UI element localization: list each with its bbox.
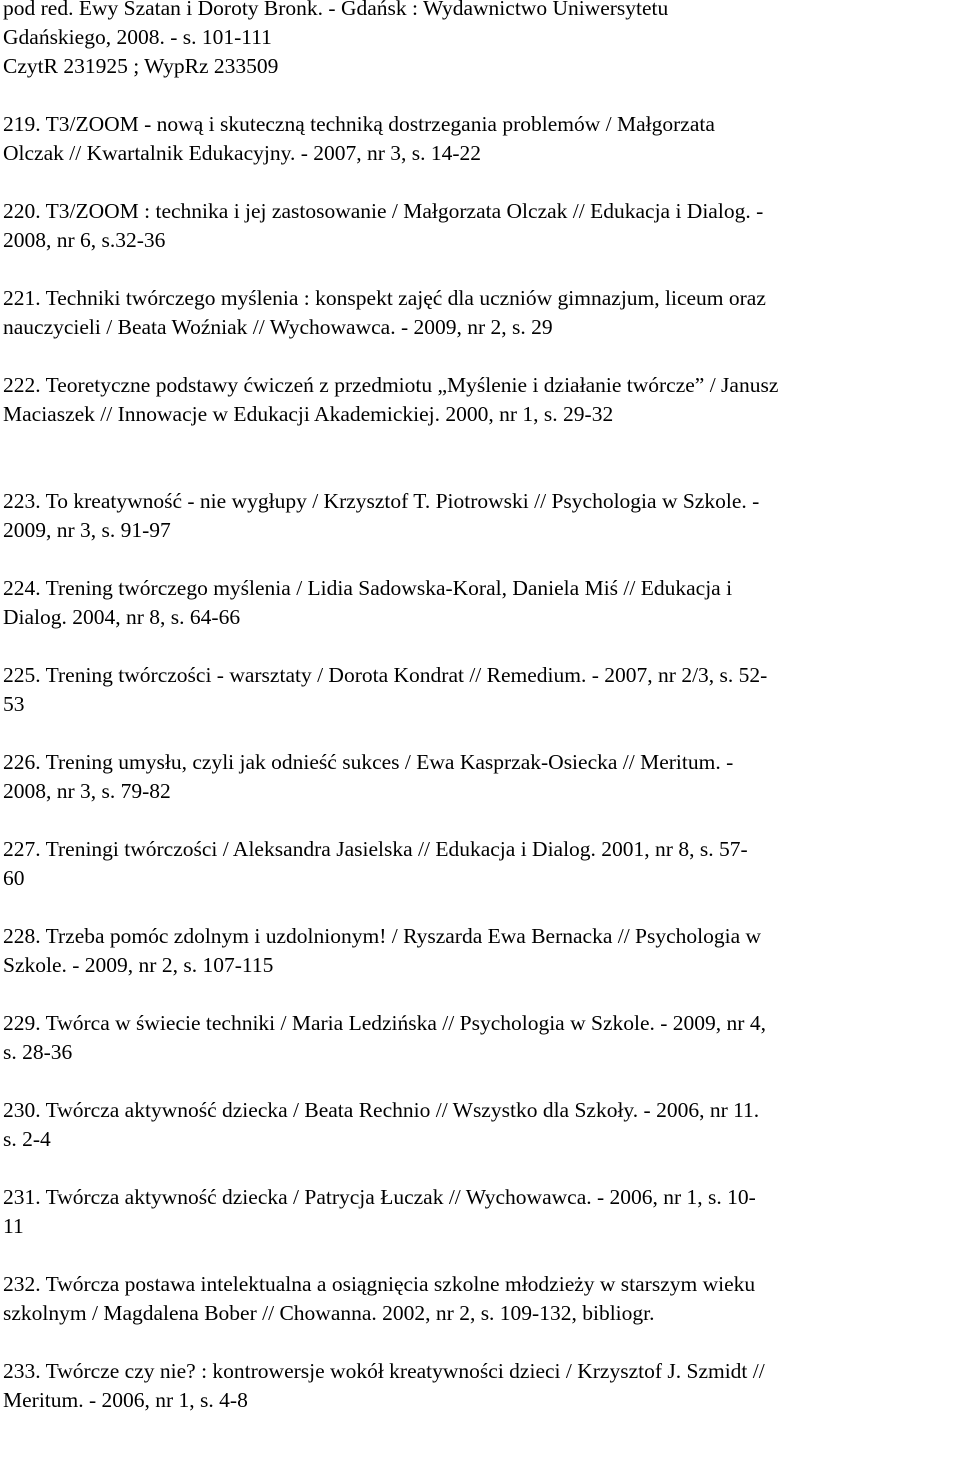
bibliography-entry-228 xyxy=(3,922,958,980)
entry-line: s. 2-4 xyxy=(3,1127,51,1151)
entry-line: Dialog. 2004, nr 8, s. 64-66 xyxy=(3,605,241,629)
bibliography-page xyxy=(3,0,958,1415)
bibliography-entry-229 xyxy=(3,1009,958,1067)
bibliography-entry-223 xyxy=(3,487,958,545)
entry-line: 232. Twórcza postawa intelektualna a osiągnięcia szkolne młodzieży w starszym wieku xyxy=(3,1272,756,1296)
bibliography-entry-231 xyxy=(3,1183,958,1241)
entry-line: Olczak // Kwartalnik Edukacyjny. - 2007, nr 3, s. 14-22 xyxy=(3,141,482,165)
entry-line: s. 28-36 xyxy=(3,1040,73,1064)
bibliography-entry-221 xyxy=(3,284,958,342)
entry-line: 11 xyxy=(3,1214,24,1238)
entry-line: 222. Teoretyczne podstawy ćwiczeń z przedmiotu „Myślenie i działanie twórcze” / Janusz xyxy=(3,373,779,397)
entry-line: pod red. Ewy Szatan i Doroty Bronk. - Gdańsk : Wydawnictwo Uniwersytetu xyxy=(3,0,669,20)
entry-line: 220. T3/ZOOM : technika i jej zastosowanie / Małgorzata Olczak // Edukacja i Dialog. - xyxy=(3,199,764,223)
bibliography-entry-224 xyxy=(3,574,958,632)
entry-line: CzytR 231925 ; WypRz 233509 xyxy=(3,54,279,78)
entry-line: 2008, nr 3, s. 79-82 xyxy=(3,779,171,803)
entry-line: 2009, nr 3, s. 91-97 xyxy=(3,518,171,542)
entry-line: 221. Techniki twórczego myślenia : konspekt zajęć dla uczniów gimnazjum, liceum oraz xyxy=(3,286,766,310)
bibliography-entry-227 xyxy=(3,835,958,893)
entry-line: Maciaszek // Innowacje w Edukacji Akademickiej. 2000, nr 1, s. 29-32 xyxy=(3,402,614,426)
entry-line: Szkole. - 2009, nr 2, s. 107-115 xyxy=(3,953,274,977)
bibliography-entry-220 xyxy=(3,197,958,255)
bibliography-entry-219 xyxy=(3,110,958,168)
entry-line: 224. Trening twórczego myślenia / Lidia Sadowska-Koral, Daniela Miś // Edukacja i xyxy=(3,576,733,600)
entry-line: 229. Twórca w świecie techniki / Maria Ledzińska // Psychologia w Szkole. - 2009, nr 4, xyxy=(3,1011,766,1035)
bibliography-entry-230 xyxy=(3,1096,958,1154)
entry-line: nauczycieli / Beata Woźniak // Wychowawca. - 2009, nr 2, s. 29 xyxy=(3,315,553,339)
bibliography-entry-232 xyxy=(3,1270,958,1328)
entry-line: Gdańskiego, 2008. - s. 101-111 xyxy=(3,25,272,49)
entry-line: szkolnym / Magdalena Bober // Chowanna. 2002, nr 2, s. 109-132, bibliogr. xyxy=(3,1301,655,1325)
entry-line: 228. Trzeba pomóc zdolnym i uzdolnionym! / Ryszarda Ewa Bernacka // Psychologia w xyxy=(3,924,762,948)
entry-line: 233. Twórcze czy nie? : kontrowersje wokół kreatywności dzieci / Krzysztof J. Szmidt // xyxy=(3,1359,765,1383)
entry-line: 231. Twórcza aktywność dziecka / Patrycja Łuczak // Wychowawca. - 2006, nr 1, s. 10- xyxy=(3,1185,756,1209)
entry-line: 223. To kreatywność - nie wygłupy / Krzysztof T. Piotrowski // Psychologia w Szkole. - xyxy=(3,489,760,513)
entry-line: Meritum. - 2006, nr 1, s. 4-8 xyxy=(3,1388,248,1412)
entry-line: 219. T3/ZOOM - nową i skuteczną techniką dostrzegania problemów / Małgorzata xyxy=(3,112,715,136)
bibliography-entry-225 xyxy=(3,661,958,719)
bibliography-entry-222 xyxy=(3,371,958,429)
entry-line: 2008, nr 6, s.32-36 xyxy=(3,228,166,252)
bibliography-entry-continuation xyxy=(3,0,958,81)
bibliography-entry-226 xyxy=(3,748,958,806)
entry-line: 60 xyxy=(3,866,25,890)
entry-line: 53 xyxy=(3,692,25,716)
bibliography-entry-233 xyxy=(3,1357,958,1415)
entry-line: 226. Trening umysłu, czyli jak odnieść sukces / Ewa Kasprzak-Osiecka // Meritum. - xyxy=(3,750,734,774)
entry-line: 227. Treningi twórczości / Aleksandra Jasielska // Edukacja i Dialog. 2001, nr 8, s. 57- xyxy=(3,837,748,861)
entry-line: 225. Trening twórczości - warsztaty / Dorota Kondrat // Remedium. - 2007, nr 2/3, s. 52- xyxy=(3,663,768,687)
entry-line: 230. Twórcza aktywność dziecka / Beata Rechnio // Wszystko dla Szkoły. - 2006, nr 11. xyxy=(3,1098,760,1122)
